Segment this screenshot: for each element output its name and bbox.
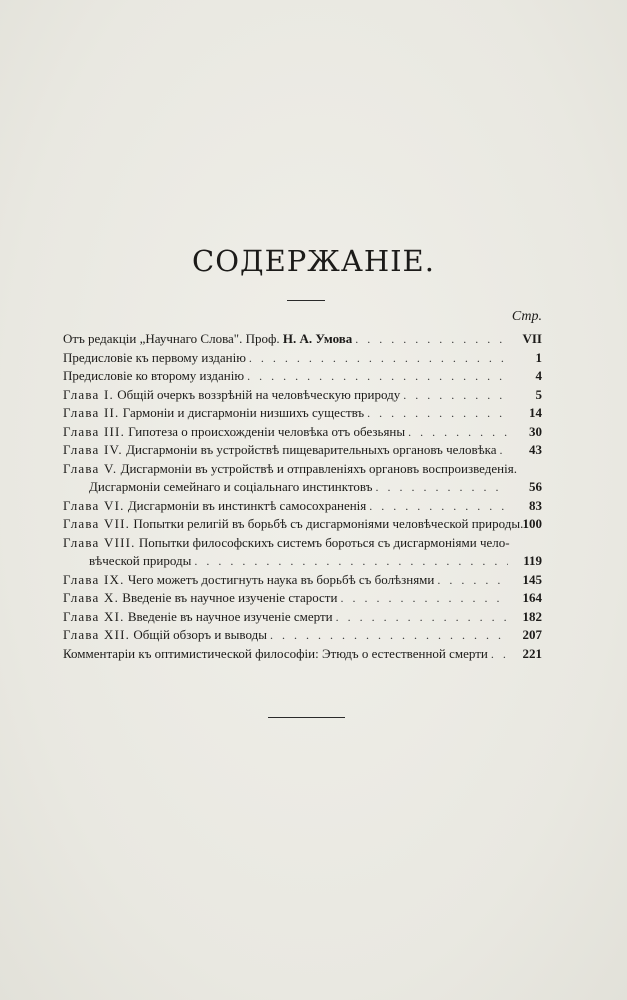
toc-entry[interactable]	[63, 515, 542, 534]
chapter-label: Глава VI.	[63, 497, 125, 513]
entry-page: 56	[529, 479, 542, 494]
entry-text: Дисгармоніи въ инстинктѣ самосохраненія	[127, 497, 367, 513]
entry-page: 182	[522, 608, 542, 624]
chapter-label: Глава IX.	[63, 571, 125, 587]
entry-page: 221	[522, 645, 542, 661]
toc-entry[interactable]	[63, 534, 542, 571]
toc-entry[interactable]	[63, 349, 542, 368]
entry-text: Предисловіе ко второму изданію	[63, 368, 245, 383]
chapter-label: Глава XII.	[63, 627, 131, 642]
entry-text-continued: вѣческой природы	[89, 553, 192, 568]
entry-text: Гармоніи и дисгармоніи низшихъ существъ	[122, 405, 365, 420]
toc-entry[interactable]	[63, 571, 542, 590]
chapter-label: Глава VII.	[63, 516, 131, 531]
entry-text: Дисгармоніи въ устройствѣ и отправленіяхъ органовъ воспроизведенія.	[120, 460, 517, 476]
entry-text: Предисловіе къ первому изданію	[63, 349, 246, 365]
toc-entry[interactable]	[63, 645, 542, 664]
entry-page: 145	[522, 571, 542, 587]
toc-entry[interactable]	[63, 423, 542, 442]
entry-page: 43	[529, 442, 542, 457]
toc-entry[interactable]	[63, 386, 542, 405]
entry-author: Н. А. Умова	[282, 331, 353, 346]
page-title: СОДЕРЖАНІЕ.	[192, 244, 435, 278]
entry-text: Общій очеркъ воззрѣній на человѣческую природу	[117, 386, 401, 402]
entry-text: Введеніе въ научное изученіе старости	[122, 590, 338, 605]
entry-text: Общій обзоръ и выводы	[133, 627, 267, 642]
entry-page: 5	[535, 386, 542, 402]
entry-text: Гипотеза о происхожденіи человѣка отъ обезьяны	[128, 423, 406, 439]
entry-text: Попытки философскихъ системъ бороться съ дисгармоніями чело-	[138, 534, 510, 550]
page-column-label: Стр.	[511, 309, 542, 324]
entry-page: 1	[535, 349, 542, 365]
chapter-label: Глава II.	[63, 405, 120, 420]
entry-page: 119	[523, 553, 542, 568]
toc-entry[interactable]	[63, 367, 542, 386]
toc-entry[interactable]	[63, 589, 542, 608]
toc-entry[interactable]	[63, 330, 542, 349]
chapter-label: Глава IV.	[63, 442, 123, 457]
entry-page: VII	[522, 331, 542, 346]
entry-page: 164	[522, 590, 542, 605]
chapter-label: Глава I.	[63, 386, 114, 402]
title-divider	[287, 300, 325, 301]
toc-entry[interactable]	[63, 460, 542, 497]
toc-entry[interactable]	[63, 608, 542, 627]
entry-text: Отъ редакціи „Научнаго Слова". Проф.	[63, 331, 283, 346]
chapter-label: Глава XI.	[63, 608, 125, 624]
entry-page: 14	[529, 405, 542, 420]
entry-text: Попытки религій въ борьбѣ съ дисгармоніями человѣческой природы.	[133, 516, 524, 531]
toc-entry[interactable]	[63, 404, 542, 423]
toc-entry[interactable]	[63, 497, 542, 516]
toc-entry[interactable]	[63, 626, 542, 645]
entry-page: 4	[535, 368, 542, 383]
closing-divider	[268, 717, 345, 718]
chapter-label: Глава X.	[63, 590, 120, 605]
entry-page: 83	[529, 497, 542, 513]
table-of-contents	[63, 330, 542, 663]
entry-text: Комментаріи къ оптимистической философіи: Этюдъ о естественной смерти	[63, 645, 488, 661]
toc-entry[interactable]	[63, 441, 542, 460]
entry-page: 100	[522, 516, 542, 531]
chapter-label: Глава V.	[63, 460, 118, 476]
entry-text: Введеніе въ научное изученіе смерти	[127, 608, 333, 624]
entry-text: Чего можетъ достигнуть наука въ борьбѣ съ болѣзнями	[127, 571, 435, 587]
chapter-label: Глава VIII.	[63, 534, 136, 550]
chapter-label: Глава III.	[63, 423, 126, 439]
entry-page: 207	[522, 627, 542, 642]
entry-text-continued: Дисгармоніи семейнаго и соціальнаго инстинктовъ	[89, 479, 373, 494]
entry-page: 30	[529, 423, 542, 439]
entry-text: Дисгармоніи въ устройствѣ пищеварительныхъ органовъ человѣка	[126, 442, 497, 457]
